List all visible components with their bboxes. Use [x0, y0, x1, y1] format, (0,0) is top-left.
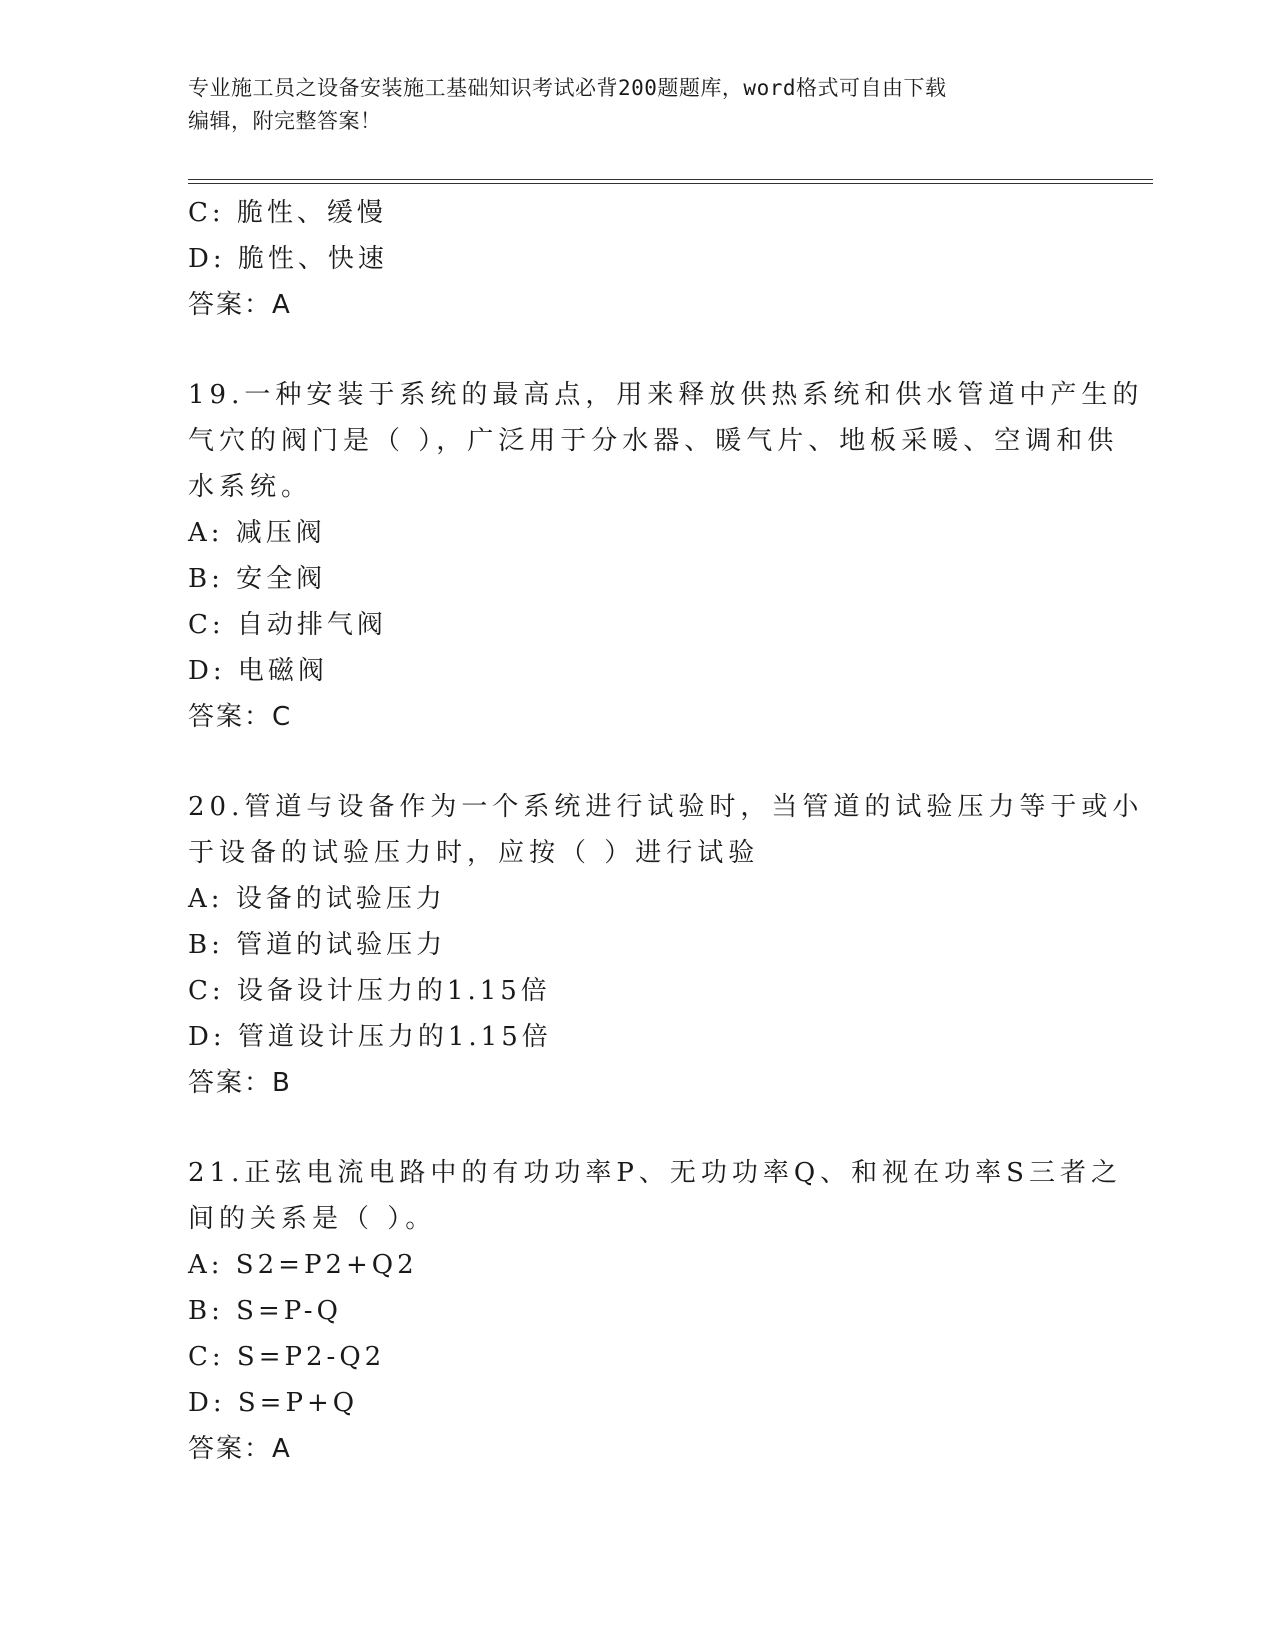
- question-20: [188, 784, 1144, 1106]
- document-header: [188, 72, 1068, 138]
- header-line-2: 编辑，附完整答案！: [188, 109, 382, 133]
- option-c: C: S=P2-Q2: [188, 1342, 386, 1372]
- question-content: [188, 190, 1144, 1472]
- question-line: 水系统。: [188, 472, 313, 502]
- question-line: 20.管道与设备作为一个系统进行试验时，当管道的试验压力等于或小: [188, 792, 1144, 822]
- header-rule-bottom: [188, 183, 1153, 184]
- question-line: 21.正弦电流电路中的有功功率P、无功功率Q、和视在功率S三者之: [188, 1158, 1122, 1188]
- question-text: [188, 784, 1144, 876]
- question-text: [188, 1150, 1122, 1242]
- option-c: C: 脆性、缓慢: [188, 198, 387, 228]
- answer-line: 答案：C: [188, 702, 293, 732]
- option-a: A: 设备的试验压力: [188, 884, 446, 914]
- option-d: D: 管道设计压力的1.15倍: [188, 1022, 552, 1052]
- option-c: C: 设备设计压力的1.15倍: [188, 976, 551, 1006]
- spacer: [188, 1106, 1088, 1150]
- question-19: [188, 372, 1144, 740]
- spacer: [188, 740, 1088, 784]
- question-line: 19.一种安装于系统的最高点，用来释放供热系统和供水管道中产生的: [188, 380, 1144, 410]
- question-21: [188, 1150, 1122, 1472]
- option-a: A: 减压阀: [188, 518, 326, 548]
- answer-line: 答案：B: [188, 1068, 292, 1098]
- prev-question-block: [188, 190, 1088, 328]
- option-d: D: 电磁阀: [188, 656, 328, 686]
- question-text: [188, 372, 1144, 510]
- spacer: [188, 328, 1088, 372]
- question-line: 间的关系是（ ）。: [188, 1204, 437, 1234]
- question-line: 气穴的阀门是（ ），广泛用于分水器、暖气片、地板采暖、空调和供: [188, 426, 1119, 456]
- option-b: B: 管道的试验压力: [188, 930, 447, 960]
- option-b: B: S=P-Q: [188, 1296, 342, 1326]
- answer-line: 答案：A: [188, 1434, 292, 1464]
- header-line-1: 专业施工员之设备安装施工基础知识考试必背200题题库，word格式可自由下载: [188, 76, 947, 100]
- header-rule-top: [188, 179, 1153, 180]
- option-a: A: S2=P2+Q2: [188, 1250, 418, 1280]
- option-d: D: S=P+Q: [188, 1388, 359, 1418]
- option-c: C: 自动排气阀: [188, 610, 387, 640]
- option-d: D: 脆性、快速: [188, 244, 388, 274]
- option-b: B: 安全阀: [188, 564, 327, 594]
- answer-line: 答案：A: [188, 290, 292, 320]
- question-line: 于设备的试验压力时，应按（ ）进行试验: [188, 838, 760, 868]
